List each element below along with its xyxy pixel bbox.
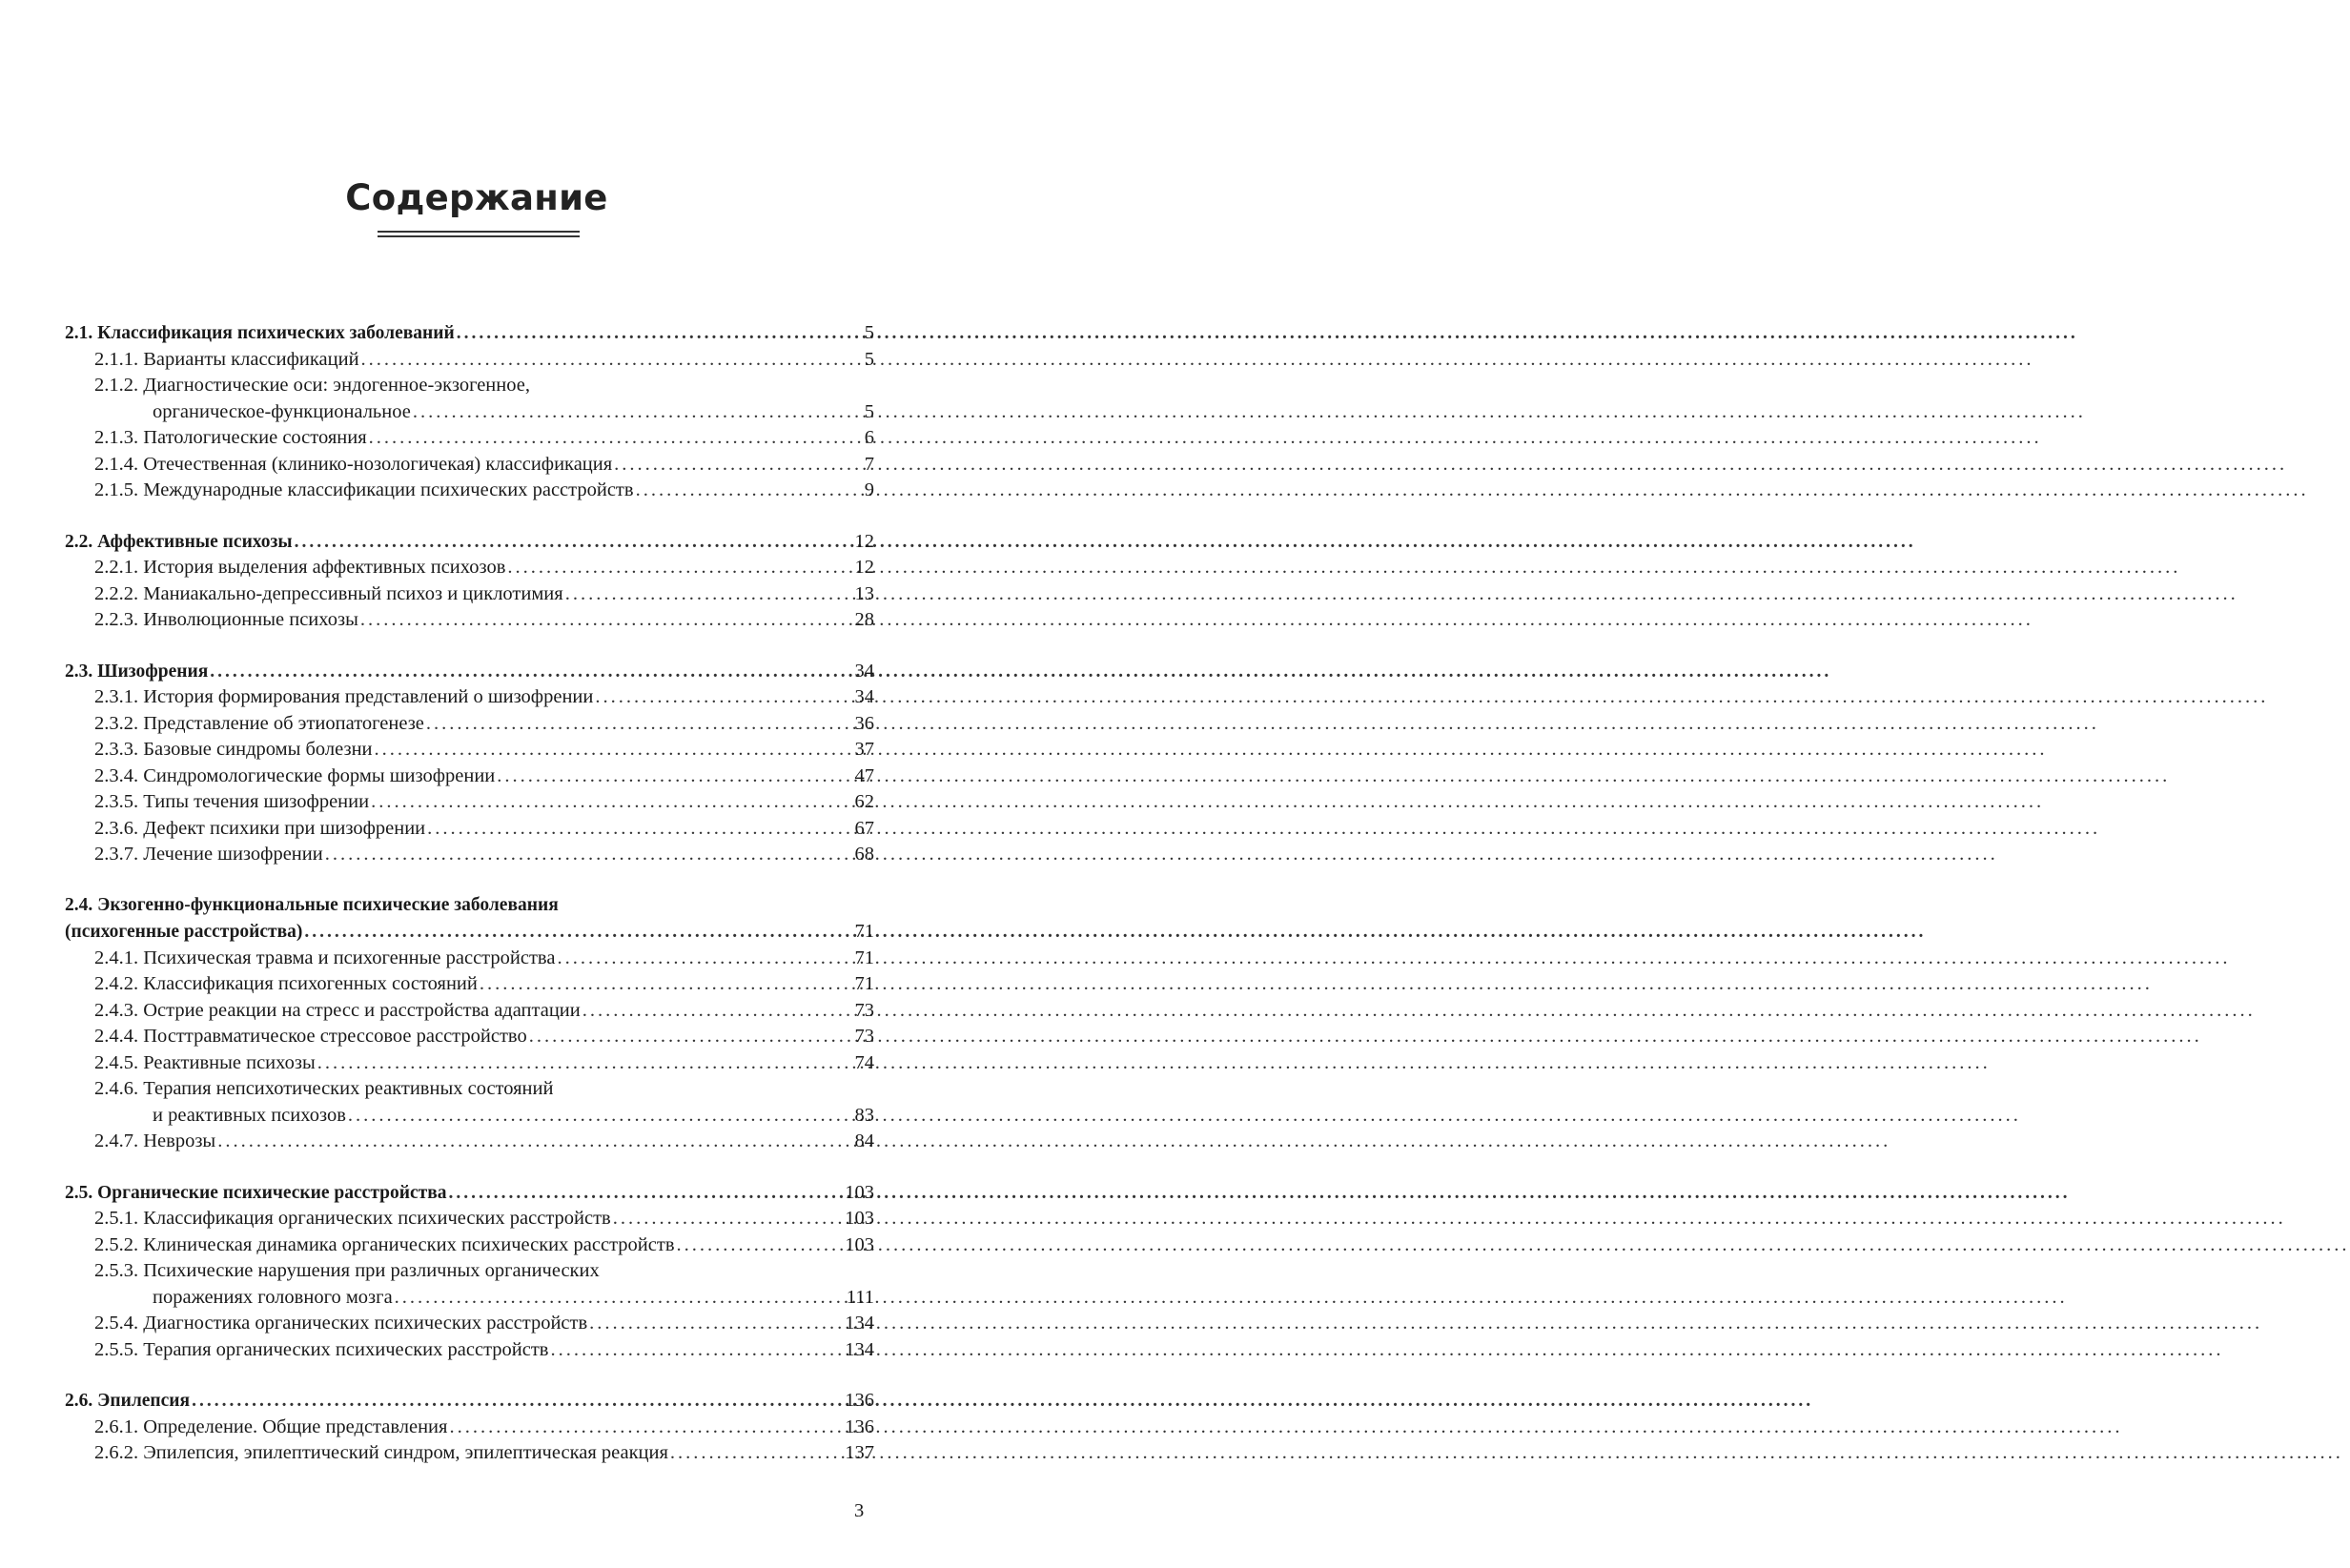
toc-item-3-6-page: 67 — [854, 817, 874, 839]
title-underline-top — [378, 231, 580, 233]
toc-item-3-2-label: 2.3.2. Представление об этиопатогенезе — [94, 712, 424, 734]
toc-item-5-5-leader-dots — [551, 1337, 844, 1362]
toc-item-1-2-label: 2.1.2. Диагностические оси: эндогенное-экзогенное, — [94, 375, 530, 396]
toc-item-1-2-cont — [153, 399, 874, 424]
toc-item-3-4 — [94, 764, 874, 788]
toc-item-5-3-cont-leader-dots — [395, 1285, 845, 1310]
toc-item-3-1 — [94, 684, 874, 709]
toc-item-1-4-page: 7 — [864, 453, 874, 475]
toc-section-5-leader-dots — [448, 1181, 843, 1206]
toc-item-4-1 — [94, 946, 874, 970]
toc-item-6-1-page: 136 — [845, 1415, 874, 1437]
toc-item-2-1-page: 12 — [854, 557, 874, 578]
toc-item-5-3-label: 2.5.3. Психические нарушения при различных органических — [94, 1260, 600, 1281]
toc-item-2-1-leader-dots — [507, 555, 852, 580]
toc-section-4-label: 2.4. Экзогенно-функциональные психические заболевания — [65, 894, 559, 915]
toc-item-3-2-leader-dots — [426, 711, 853, 736]
toc-item-4-5-leader-dots — [317, 1050, 853, 1075]
toc-item-6-2-leader-dots — [670, 1440, 843, 1465]
toc-item-3-7-label: 2.3.7. Лечение шизофрении — [94, 844, 323, 865]
toc-item-1-4 — [94, 452, 874, 477]
toc-section-6-page: 136 — [845, 1390, 874, 1411]
toc-section-4-cont-leader-dots — [304, 920, 852, 945]
toc-item-4-4-leader-dots — [529, 1024, 853, 1049]
toc-item-5-4-page: 134 — [845, 1313, 874, 1334]
toc-item-1-1-page: 5 — [864, 348, 874, 370]
toc-item-3-3-leader-dots — [375, 737, 853, 762]
toc-item-5-3-cont-label: поражениях головного мозга — [153, 1286, 393, 1308]
toc-item-4-1-leader-dots — [557, 946, 852, 970]
toc-item-4-1-page: 71 — [854, 947, 874, 968]
toc-item-5-4 — [94, 1311, 874, 1335]
toc-item-3-5-leader-dots — [371, 789, 852, 814]
toc-item-3-4-label: 2.3.4. Синдромологические формы шизофрении — [94, 764, 496, 786]
toc-item-1-1-leader-dots — [361, 347, 863, 372]
toc-item-4-5-page: 74 — [854, 1051, 874, 1073]
toc-section-2-leader-dots — [295, 530, 853, 555]
toc-section-2-page: 12 — [854, 530, 874, 552]
toc-item-3-1-label: 2.3.1. История формирования представлений о шизофрении — [94, 686, 594, 707]
toc-section-4-cont — [65, 919, 874, 944]
toc-item-5-5-label: 2.5.5. Терапия органических психических расстройств — [94, 1338, 549, 1360]
toc-item-3-2-page: 36 — [854, 712, 874, 734]
toc-item-4-7-label: 2.4.7. Неврозы — [94, 1130, 216, 1151]
toc-item-1-3-leader-dots — [369, 425, 863, 450]
toc-section-4 — [65, 893, 874, 918]
toc-item-6-1-leader-dots — [449, 1415, 843, 1439]
toc-item-1-5-leader-dots — [636, 478, 863, 502]
toc-section-3-page: 34 — [854, 660, 874, 682]
toc-item-1-2 — [94, 373, 874, 397]
toc-item-3-4-page: 47 — [854, 764, 874, 786]
toc-item-4-4-label: 2.4.4. Посттравматическое стрессовое расстройство — [94, 1026, 527, 1047]
toc-item-6-1-label: 2.6.1. Определение. Общие представления — [94, 1415, 448, 1437]
toc-item-5-2-leader-dots — [677, 1232, 844, 1257]
toc-item-5-5-page: 134 — [845, 1338, 874, 1360]
toc-item-4-4 — [94, 1024, 874, 1049]
toc-item-6-2-page: 137 — [845, 1442, 874, 1463]
toc-item-3-5-label: 2.3.5. Типы течения шизофрении — [94, 791, 370, 812]
toc-item-5-3-cont-page: 111 — [846, 1286, 874, 1308]
toc-item-6-2-label: 2.6.2. Эпилепсия, эпилептический синдром, эпилептическая реакция — [94, 1442, 668, 1463]
toc-item-2-2-page: 13 — [854, 582, 874, 604]
toc-item-2-2 — [94, 581, 874, 606]
toc-section-6 — [65, 1388, 874, 1413]
toc-item-4-2-label: 2.4.2. Классификация психогенных состояний — [94, 973, 478, 994]
toc-item-5-2-label: 2.5.2. Клиническая динамика органических психических расстройств — [94, 1233, 675, 1255]
toc-item-1-5-label: 2.1.5. Международные классификации психических расстройств — [94, 479, 634, 500]
toc-item-4-5-label: 2.4.5. Реактивные психозы — [94, 1051, 316, 1073]
toc-section-1 — [65, 320, 874, 345]
toc-item-5-2 — [94, 1232, 874, 1257]
toc-item-3-6-label: 2.3.6. Дефект психики при шизофрении — [94, 817, 426, 839]
toc-section-5-label: 2.5. Органические психические расстройства — [65, 1182, 447, 1203]
toc-item-4-7 — [94, 1129, 874, 1153]
toc-item-1-1 — [94, 347, 874, 372]
toc-item-1-3-label: 2.1.3. Патологические состояния — [94, 427, 367, 448]
toc-item-3-4-leader-dots — [497, 764, 852, 788]
toc-item-4-7-leader-dots — [217, 1129, 852, 1153]
toc-item-4-7-page: 84 — [854, 1130, 874, 1151]
toc-item-4-2-leader-dots — [480, 971, 853, 996]
toc-section-6-leader-dots — [192, 1389, 843, 1414]
toc-item-1-4-label: 2.1.4. Отечественная (клинико-нозологичекая) классификация — [94, 453, 613, 475]
toc-section-2-label: 2.2. Аффективные психозы — [65, 531, 293, 552]
toc-item-6-1 — [94, 1415, 874, 1439]
toc-item-1-2-cont-leader-dots — [413, 399, 863, 424]
toc-item-1-5 — [94, 478, 874, 502]
toc-item-1-3 — [94, 425, 874, 450]
toc-item-1-4-leader-dots — [614, 452, 863, 477]
toc-item-4-6 — [94, 1076, 874, 1101]
toc-item-5-4-leader-dots — [589, 1311, 843, 1335]
toc-item-5-4-label: 2.5.4. Диагностика органических психических расстройств — [94, 1313, 588, 1334]
toc-item-1-2-cont-label: органическое-функциональное — [153, 400, 411, 422]
toc-item-3-1-page: 34 — [854, 686, 874, 707]
toc-item-1-5-page: 9 — [864, 479, 874, 500]
toc-section-2 — [65, 529, 874, 554]
toc-section-5-page: 103 — [845, 1181, 874, 1203]
toc-item-2-3-label: 2.2.3. Инволюционные психозы — [94, 609, 358, 630]
toc-item-6-2 — [94, 1440, 874, 1465]
page-title: Содержание — [345, 177, 608, 218]
toc-item-3-2 — [94, 711, 874, 736]
toc-item-3-3-page: 37 — [854, 739, 874, 760]
toc-item-4-4-page: 73 — [854, 1026, 874, 1047]
toc-item-4-3 — [94, 998, 874, 1023]
toc-item-3-3-label: 2.3.3. Базовые синдромы болезни — [94, 739, 373, 760]
toc-section-5 — [65, 1180, 874, 1205]
toc-item-5-1-page: 103 — [845, 1208, 874, 1229]
toc-item-4-5 — [94, 1050, 874, 1075]
toc-section-1-page: 5 — [864, 322, 874, 343]
toc-item-4-6-cont-label: и реактивных психозов — [153, 1104, 346, 1126]
toc-section-1-leader-dots — [457, 321, 863, 346]
toc-section-4-cont-label: (психогенные расстройства) — [65, 922, 303, 942]
toc-item-5-1-label: 2.5.1. Классификация органических психических расстройств — [94, 1208, 611, 1229]
toc-item-4-6-cont — [153, 1103, 874, 1128]
toc-item-3-6 — [94, 816, 874, 841]
toc-item-5-2-page: 103 — [845, 1233, 874, 1255]
toc-item-4-1-label: 2.4.1. Психическая травма и психогенные расстройства — [94, 947, 556, 968]
toc-section-1-label: 2.1. Классификация психических заболеваний — [65, 323, 455, 343]
toc-item-2-2-label: 2.2.2. Маниакально-депрессивный психоз и циклотимия — [94, 582, 563, 604]
toc-item-3-1-leader-dots — [595, 684, 852, 709]
toc-item-5-3 — [94, 1258, 874, 1283]
toc-item-3-6-leader-dots — [427, 816, 852, 841]
toc-item-4-3-label: 2.4.3. Острие реакции на стресс и расстройства адаптации — [94, 999, 581, 1021]
toc-item-4-2 — [94, 971, 874, 996]
toc-item-4-6-cont-leader-dots — [348, 1103, 853, 1128]
toc-item-2-3-leader-dots — [360, 607, 853, 632]
toc-item-3-7-page: 68 — [854, 844, 874, 865]
toc-item-3-7-leader-dots — [325, 842, 853, 866]
toc-item-2-3 — [94, 607, 874, 632]
toc-item-4-6-label: 2.4.6. Терапия непсихотических реактивных состояний — [94, 1078, 554, 1099]
toc-item-3-3 — [94, 737, 874, 762]
toc-item-5-3-cont — [153, 1285, 874, 1310]
toc-item-2-1 — [94, 555, 874, 580]
toc-section-4-cont-page: 71 — [854, 921, 874, 942]
toc-section-3-leader-dots — [210, 660, 852, 684]
toc-item-3-5 — [94, 789, 874, 814]
toc-item-1-3-page: 6 — [864, 427, 874, 448]
toc-item-3-7 — [94, 842, 874, 866]
toc-item-5-1 — [94, 1206, 874, 1231]
toc-item-3-5-page: 62 — [854, 791, 874, 812]
toc-section-3-label: 2.3. Шизофрения — [65, 661, 209, 682]
title-underline-bottom — [378, 235, 580, 237]
toc-item-2-2-leader-dots — [565, 581, 853, 606]
toc-item-4-6-cont-page: 83 — [854, 1104, 874, 1126]
page-number: 3 — [854, 1500, 865, 1521]
toc-item-1-2-cont-page: 5 — [864, 400, 874, 422]
toc-item-4-3-page: 73 — [854, 999, 874, 1021]
toc-section-6-label: 2.6. Эпилепсия — [65, 1391, 191, 1411]
toc-item-2-3-page: 28 — [854, 609, 874, 630]
toc-item-5-5 — [94, 1337, 874, 1362]
toc-item-5-1-leader-dots — [613, 1206, 844, 1231]
toc-item-4-3-leader-dots — [582, 998, 853, 1023]
toc-item-2-1-label: 2.2.1. История выделения аффективных психозов — [94, 557, 506, 578]
toc-item-4-2-page: 71 — [854, 973, 874, 994]
toc-item-1-1-label: 2.1.1. Варианты классификаций — [94, 348, 359, 370]
toc-section-3 — [65, 659, 874, 683]
